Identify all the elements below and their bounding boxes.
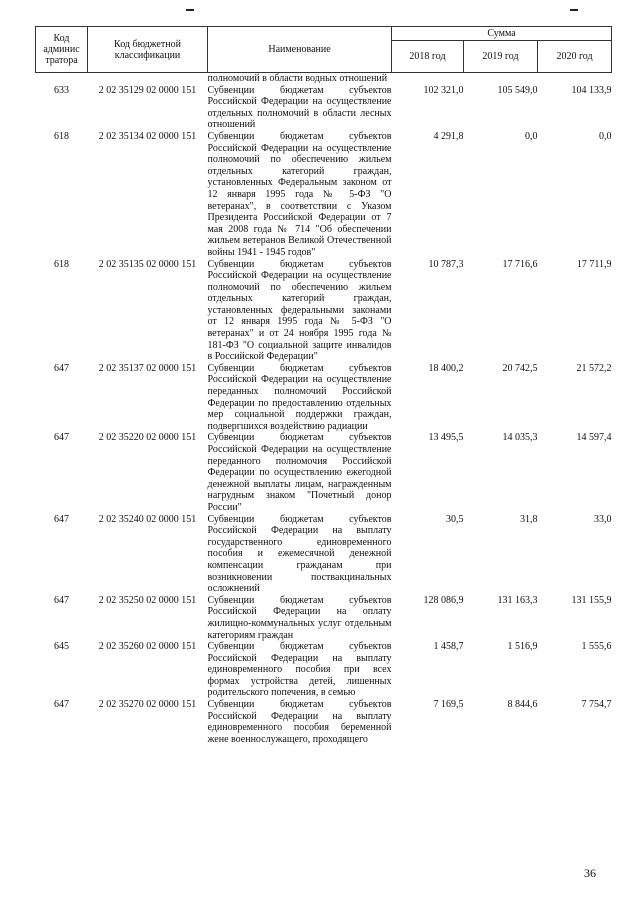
- sum-2020-cell: 14 597,4: [576, 432, 612, 444]
- sum-2018-cell: 7 169,5: [433, 699, 464, 711]
- sum-2018-cell: 128 086,9: [423, 594, 464, 606]
- admin-code-cell: 647: [54, 594, 69, 606]
- table-row: [36, 85, 612, 131]
- table-row: [36, 259, 612, 363]
- sum-2020-cell: 7 754,7: [581, 699, 612, 711]
- sum-header: Сумма: [392, 27, 612, 41]
- year-2018-header: 2018 год: [392, 41, 464, 73]
- budget-code-cell: 2 02 35135 02 0000 151: [98, 258, 197, 270]
- admin-code-cell: 647: [54, 699, 69, 711]
- continuation-text: полномочий в области водных отношений: [207, 73, 388, 84]
- sum-2019-cell: 105 549,0: [497, 84, 538, 96]
- sum-2020-cell: 104 133,9: [571, 84, 612, 96]
- sum-2019-cell: 31,8: [520, 513, 538, 525]
- sum-2018-cell: 10 787,3: [428, 258, 464, 270]
- page-number: 36: [584, 866, 596, 880]
- table-row: [36, 131, 612, 259]
- name-cell: Субвенции бюджетам субъектов Российской Федерации на осуществление переданных полномочий Российской Федерации по предоставлению отдельных мер социальной поддержки граждан, подвергшихся воздействию радиации: [207, 362, 392, 432]
- name-cell: Субвенции бюджетам субъектов Российской Федерации на осуществление полномочий по обеспечению жильем отдельных категорий граждан, установленных федеральными законами от 12 января 1995 года № 5-ФЗ "О ветеранах" и от 24 ноября 1995 года № 181-ФЗ "О социальной защите инвалидов в Российской Федерации": [207, 258, 392, 363]
- budget-code-cell: 2 02 35270 02 0000 151: [98, 699, 197, 711]
- admin-code-cell: 633: [54, 84, 69, 96]
- sum-2018-cell: 1 458,7: [433, 641, 464, 653]
- budget-code-cell: 2 02 35260 02 0000 151: [98, 641, 197, 653]
- scan-mark-left: [186, 9, 194, 11]
- table-row: [36, 595, 612, 641]
- admin-code-cell: 645: [54, 641, 69, 653]
- admin-code-cell: 647: [54, 362, 69, 374]
- name-cell: Субвенции бюджетам субъектов Российской Федерации на осуществление полномочий по обеспечению жильем отдельных категорий граждан, установленных Федеральным законом от 12 января 1995 года № 5-ФЗ "О ветеранах", в соответствии с Указом Президента Российской Федерации от 7 мая 2008 года № 714 "Об обеспечении жильем ветеранов Великой Отечественной войны 1941 - 1945 годов": [207, 130, 392, 258]
- table-row: [36, 432, 612, 513]
- budget-code-cell: 2 02 35220 02 0000 151: [98, 432, 197, 444]
- sum-2019-cell: 0,0: [525, 130, 538, 142]
- year-2020-header: 2020 год: [538, 41, 612, 73]
- sum-2020-cell: 1 555,6: [581, 641, 612, 653]
- sum-2019-cell: 17 716,6: [502, 258, 538, 270]
- sum-2018-cell: 4 291,8: [433, 130, 464, 142]
- sum-2018-cell: 30,5: [446, 513, 464, 525]
- name-cell: Субвенции бюджетам субъектов Российской Федерации на выплату единовременного пособия при всех формах устройства детей, лишенных родительского попечения, в семью: [207, 641, 392, 699]
- name-cell: Субвенции бюджетам субъектов Российской Федерации на выплату государственного единовременного пособия и ежемесячной денежной компенсации гражданам при возникновении поствакцинальных осложнений: [207, 513, 392, 595]
- continuation-row: [36, 73, 612, 85]
- name-cell: Субвенции бюджетам субъектов Российской Федерации на осуществление отдельных полномочий в области лесных отношений: [207, 84, 392, 131]
- sum-2019-cell: 131 163,3: [497, 594, 538, 606]
- admin-code-cell: 647: [54, 513, 69, 525]
- name-cell: Субвенции бюджетам субъектов Российской Федерации на осуществление переданного полномочия Российской Федерации по осуществлению ежегодной денежной выплаты лицам, награжденным нагрудным знаком "Почетный донор России": [207, 432, 392, 513]
- name-cell: Субвенции бюджетам субъектов Российской Федерации на выплату единовременного пособия беременной жене военнослужащего, проходящего: [207, 699, 392, 745]
- budget-code-cell: 2 02 35134 02 0000 151: [98, 130, 197, 142]
- table-row: [36, 699, 612, 745]
- budget-code-cell: 2 02 35129 02 0000 151: [98, 84, 197, 96]
- budget-table: [35, 26, 612, 745]
- admin-code-cell: 618: [54, 130, 69, 142]
- admin-code-cell: 618: [54, 258, 69, 270]
- table-header: [36, 27, 612, 73]
- name-cell: Субвенции бюджетам субъектов Российской Федерации на оплату жилищно-коммунальных услуг отдельным категориям граждан: [207, 594, 392, 641]
- sum-2018-cell: 18 400,2: [428, 362, 464, 374]
- table-row: [36, 641, 612, 699]
- admin-code-cell: 647: [54, 432, 69, 444]
- sum-2020-cell: 17 711,9: [576, 258, 612, 270]
- name-header: Наименование: [208, 27, 392, 73]
- sum-2020-cell: 21 572,2: [576, 362, 612, 374]
- table-body: [36, 73, 612, 746]
- scan-mark-right: [570, 9, 578, 11]
- sum-2019-cell: 8 844,6: [507, 699, 538, 711]
- year-2019-header: 2019 год: [464, 41, 538, 73]
- sum-2018-cell: 13 495,5: [428, 432, 464, 444]
- admin-code-header: Код админис тратора: [36, 27, 88, 73]
- budget-code-cell: 2 02 35137 02 0000 151: [98, 362, 197, 374]
- sum-2019-cell: 20 742,5: [502, 362, 538, 374]
- table-row: [36, 514, 612, 595]
- table-row: [36, 363, 612, 433]
- sum-2019-cell: 1 516,9: [507, 641, 538, 653]
- budget-code-cell: 2 02 35250 02 0000 151: [98, 594, 197, 606]
- sum-2020-cell: 131 155,9: [571, 594, 612, 606]
- budget-code-cell: 2 02 35240 02 0000 151: [98, 513, 197, 525]
- sum-2020-cell: 0,0: [599, 130, 612, 142]
- budget-code-header: Код бюджетной классификации: [88, 27, 208, 73]
- sum-2020-cell: 33,0: [594, 513, 612, 525]
- sum-2018-cell: 102 321,0: [423, 84, 464, 96]
- sum-2019-cell: 14 035,3: [502, 432, 538, 444]
